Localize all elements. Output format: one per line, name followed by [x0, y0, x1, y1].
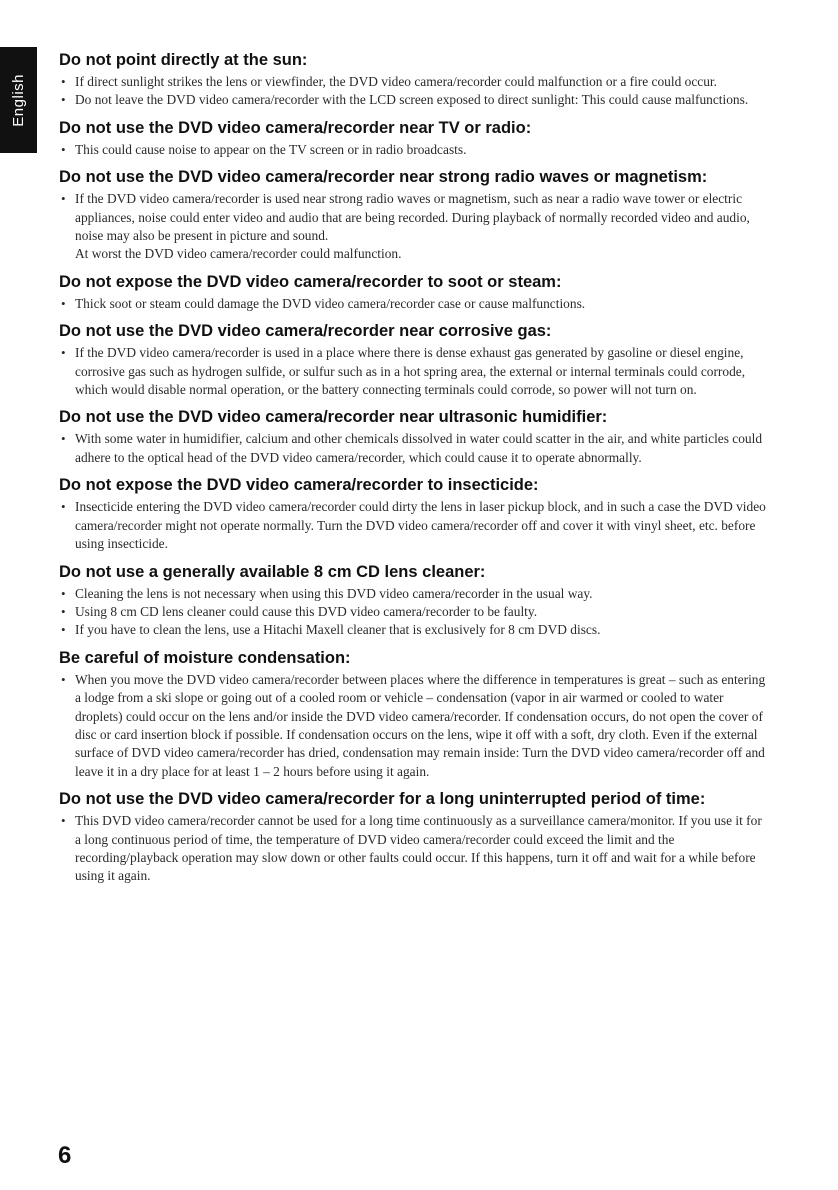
section-radio-waves	[59, 167, 769, 264]
section-heading: Do not use the DVD video camera/recorder near ultrasonic humidifier:	[59, 408, 608, 427]
bullet-item: • With some water in humidifier, calcium and other chemicals dissolved in water could scatter in the air, and white particles could adhere to the optical head of the DVD video camera/recorder, which could cause it to operate abnormally.	[59, 430, 769, 467]
section-corrosive-gas	[59, 321, 769, 399]
section-humidifier	[59, 407, 769, 467]
bullet-list	[59, 498, 769, 553]
bullet-list	[59, 671, 769, 781]
bullet-item: • This could cause noise to appear on the TV screen or in radio broadcasts.	[59, 141, 769, 159]
bullet-list	[59, 430, 769, 467]
bullet-item: • Using 8 cm CD lens cleaner could cause this DVD video camera/recorder to be faulty.	[59, 603, 769, 621]
bullet-text: If the DVD video camera/recorder is used near strong radio waves or magnetism, such as near a radio wave tower or electric appliances, noise could enter video and audio that are being recorded. During playback of normally recorded video and audio, noise may also be present in picture and sound.	[75, 191, 750, 244]
bullet-item: • When you move the DVD video camera/recorder between places where the difference in temperatures is great – such as entering a lodge from a ski slope or going out of a cooled room or vehicle – condensation (vapor in air warmed or cooled to water droplets) could occur on the lens and/or inside the DVD video camera/recorder. If condensation occurs, do not open the cover of disc or card insertion block if possible. If condensation occurs on the lens, wipe it off with a soft, dry cloth. Even if the external surface of DVD video camera/recorder has dried, condensation may remain inside: Turn the DVD video camera/recorder off and leave it in a dry place for at least 1 – 2 hours before using it again.	[59, 671, 769, 781]
section-heading: Do not use a generally available 8 cm CD lens cleaner:	[59, 562, 486, 581]
bullet-item: • Insecticide entering the DVD video camera/recorder could dirty the lens in laser pickup block, and in such a case the DVD video camera/recorder might not operate normally. Turn the DVD video camera/recorder off and cover it with vinyl sheet, etc. before using insecticide.	[59, 498, 769, 553]
bullet-list	[59, 812, 769, 886]
language-tab	[0, 47, 37, 153]
bullet-list	[59, 585, 769, 640]
section-insecticide	[59, 475, 769, 553]
bullet-item: • If direct sunlight strikes the lens or viewfinder, the DVD video camera/recorder could malfunction or a fire could occur.	[59, 73, 769, 91]
bullet-item: • This DVD video camera/recorder cannot be used for a long time continuously as a surveillance camera/monitor. If you use it for a long continuous period of time, the temperature of DVD video camera/recorder could exceed the limit and the recording/playback operation may slow down or other faults could occur. If this happens, turn it off and wait for a while before using it again.	[59, 812, 769, 886]
bullet-item: • Cleaning the lens is not necessary when using this DVD video camera/recorder in the usual way.	[59, 585, 769, 603]
bullet-list	[59, 141, 769, 159]
section-condensation	[59, 648, 769, 781]
section-lens-cleaner	[59, 562, 769, 640]
page-number: 6	[58, 1142, 72, 1169]
section-heading: Be careful of moisture condensation:	[59, 648, 351, 667]
section-heading: Do not use the DVD video camera/recorder for a long uninterrupted period of time:	[59, 790, 706, 809]
section-soot-steam	[59, 272, 769, 313]
section-heading: Do not use the DVD video camera/recorder near strong radio waves or magnetism:	[59, 168, 708, 187]
section-heading: Do not expose the DVD video camera/recorder to insecticide:	[59, 476, 539, 495]
precautions-content	[59, 50, 769, 894]
bullet-list	[59, 344, 769, 399]
bullet-list	[59, 190, 769, 264]
bullet-list	[59, 73, 769, 110]
bullet-item	[59, 190, 769, 264]
bullet-item: • Thick soot or steam could damage the DVD video camera/recorder case or cause malfunctions.	[59, 295, 769, 313]
bullet-item: • If you have to clean the lens, use a Hitachi Maxell cleaner that is exclusively for 8 cm DVD discs.	[59, 621, 769, 639]
bullet-continuation: At worst the DVD video camera/recorder could malfunction.	[75, 246, 402, 262]
bullet-item: • Do not leave the DVD video camera/recorder with the LCD screen exposed to direct sunlight: This could cause malfunctions.	[59, 91, 769, 109]
section-tv-radio	[59, 118, 769, 159]
section-heading: Do not expose the DVD video camera/recorder to soot or steam:	[59, 272, 562, 291]
section-long-use	[59, 789, 769, 886]
section-heading: Do not use the DVD video camera/recorder near corrosive gas:	[59, 322, 552, 341]
section-heading: Do not use the DVD video camera/recorder near TV or radio:	[59, 118, 532, 137]
bullet-item: • If the DVD video camera/recorder is used in a place where there is dense exhaust gas generated by gasoline or diesel engine, corrosive gas such as hydrogen sulfide, or sulfur such as in a hot spring area, the external or internal terminals could corrode, which would disable normal operation, or the battery connecting terminals could corrode, so power will not turn on.	[59, 344, 769, 399]
bullet-list	[59, 295, 769, 313]
language-label: English	[10, 73, 27, 127]
section-sun	[59, 50, 769, 110]
section-heading: Do not point directly at the sun:	[59, 51, 308, 69]
